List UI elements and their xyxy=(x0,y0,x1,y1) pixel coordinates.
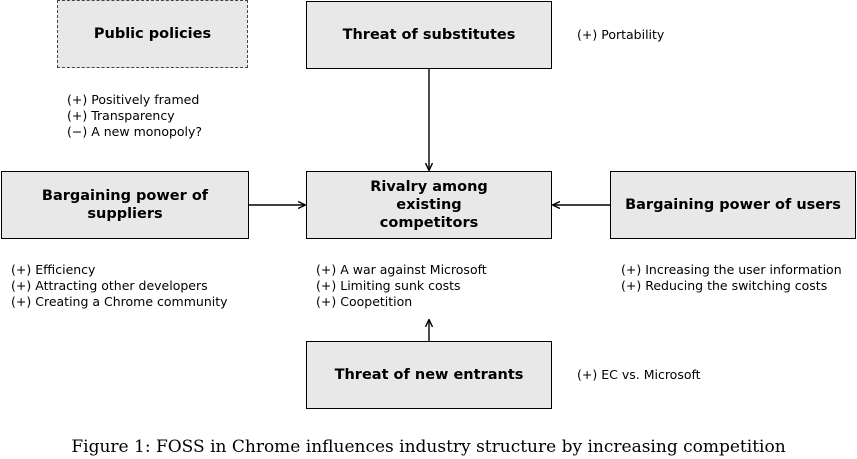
rivalry-label: Rivalry among existing competitors xyxy=(370,179,488,231)
users-notes xyxy=(621,262,842,294)
rivalry-notes xyxy=(316,262,487,310)
note-line: (+) Limiting sunk costs xyxy=(316,278,461,293)
public-policies-label: Public policies xyxy=(93,26,212,42)
threat-of-substitutes-label: Threat of substitutes xyxy=(342,27,516,43)
substitutes-notes xyxy=(577,27,664,43)
public-policies-notes xyxy=(67,92,202,140)
note-line: (+) Portability xyxy=(577,27,665,42)
figure-caption: Figure 1: FOSS in Chrome influences industry structure by increasing competition xyxy=(71,437,786,457)
new-entrants-notes xyxy=(577,367,701,383)
threat-of-new-entrants-label: Threat of new entrants xyxy=(334,367,524,383)
note-line: (−) A new monopoly? xyxy=(67,124,203,139)
note-line: (+) Reducing the switching costs xyxy=(621,278,828,293)
bargaining-power-suppliers-label: Bargaining power of suppliers xyxy=(41,188,209,222)
note-line: (+) Transparency xyxy=(67,108,175,123)
note-line: (+) Creating a Chrome community xyxy=(11,294,228,309)
note-line: (+) Coopetition xyxy=(316,294,413,309)
note-line: (+) Positively framed xyxy=(67,92,200,107)
note-line: (+) Efficiency xyxy=(11,262,96,277)
note-line: (+) Attracting other developers xyxy=(11,278,208,293)
note-line: (+) A war against Microsoft xyxy=(316,262,487,277)
note-line: (+) Increasing the user information xyxy=(621,262,842,277)
note-line: (+) EC vs. Microsoft xyxy=(577,367,701,382)
suppliers-notes xyxy=(11,262,228,310)
bargaining-power-users-label: Bargaining power of users xyxy=(625,197,841,213)
